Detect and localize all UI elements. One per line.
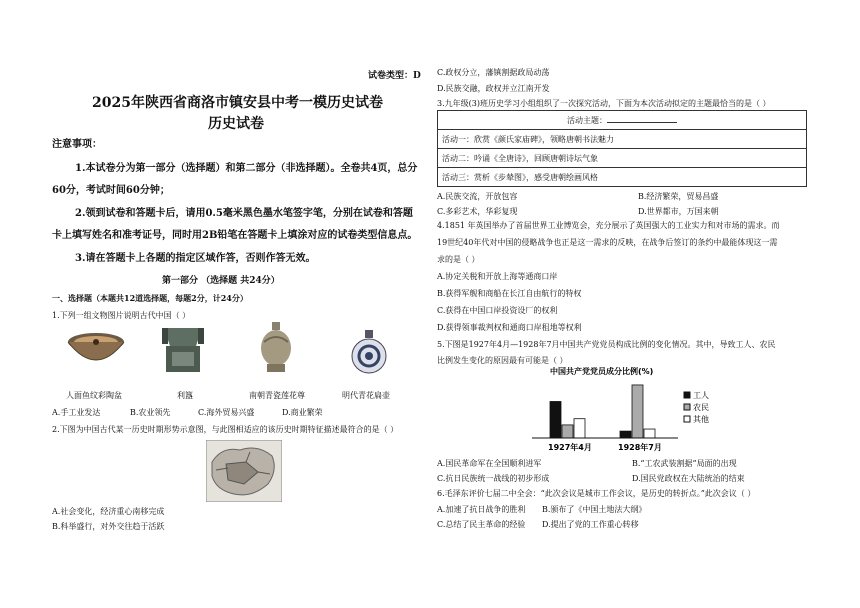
q1-caption-2: 利簋 <box>177 391 193 400</box>
pottery-basin-image <box>66 328 126 370</box>
x-tick-label: 1928年7月 <box>618 443 662 452</box>
q1-caption-1: 人面鱼纹彩陶盆 <box>66 391 122 400</box>
q5-line1: 5.下图是1927年4月—1928年7月中国共产党党员构成比例的变化情况。其中，导致工人、农民 <box>437 340 776 349</box>
q4-line1: 4.1851 年英国举办了首届世界工业博览会，充分展示了英国强大的工业实力和对市场的需求。而 <box>437 221 780 230</box>
q2-option-a: A.社会变化，经济重心南移完成 <box>52 507 165 516</box>
bar-2-1 <box>620 431 631 438</box>
party-composition-chart <box>520 364 720 456</box>
q3-stem: 3.九年级(3)班历史学习小组组织了一次探究活动，下面为本次活动拟定的主题最恰当的是（ ） <box>437 99 771 108</box>
bar-1-3 <box>574 419 585 438</box>
bar-2-3 <box>644 429 655 438</box>
q6-option-c: C.总结了民主革命的经验 <box>437 520 526 529</box>
q1-option-d: D.商业繁荣 <box>282 408 323 417</box>
q1-option-c: C.海外贸易兴盛 <box>198 408 255 417</box>
legend-label: 工人 <box>693 391 709 400</box>
q3-option-d: D.世界都市，万国来朝 <box>638 207 719 216</box>
activity-3-cell: 活动三：赏析《步辇图》，感受唐朝绘画风格 <box>438 168 807 187</box>
legend-swatch <box>684 416 690 422</box>
activity-table <box>437 110 807 187</box>
q4-option-a: A.协定关税和开放上海等通商口岸 <box>437 272 558 281</box>
note-2-line1: 2.领到试卷和答题卡后，请用0.5毫米黑色墨水笔签字笔，分别在试卷和答题 <box>75 208 413 219</box>
q6-stem: 6.毛泽东评价七届二中全会：“此次会议是城市工作会议，是历史的转折点。”此次会议（ ） <box>437 489 756 498</box>
x-tick-label: 1927年4月 <box>548 443 592 452</box>
paper-type: 试卷类型：D <box>368 71 421 81</box>
q2-stem: 2.下图为中国古代某一历史时期形势示意图，与此图相适应的该历史时期特征描述最符合的是（ ） <box>52 425 399 434</box>
activity-2-cell: 活动二：吟诵《全唐诗》，回顾唐朝诗坛气象 <box>438 149 807 168</box>
legend-label: 农民 <box>693 403 709 412</box>
q2-option-c: C.政权分立，藩镇割据政局动荡 <box>437 68 550 77</box>
q6-option-b: B.颁布了《中国土地法大纲》 <box>542 505 647 514</box>
note-2-line2: 卡上填写姓名和准考证号，同时用2B铅笔在答题卡上填涂对应的试卷类型信息点。 <box>52 230 418 241</box>
legend-swatch <box>684 404 690 410</box>
q5-option-d: D.国民党政权在大陆统治的结束 <box>632 474 745 483</box>
exam-subtitle: 历史试卷 <box>208 116 264 132</box>
q1-option-a: A.手工业发达 <box>52 408 101 417</box>
legend-swatch <box>684 392 690 398</box>
q1-caption-4: 明代青花扁壶 <box>342 391 390 400</box>
bar-1-2 <box>562 425 573 438</box>
q3-option-a: A.民族交流，开放包容 <box>437 192 518 201</box>
q5-option-b: B.“工农武装割据”局面的出现 <box>632 459 737 468</box>
q6-option-a: A.加速了抗日战争的胜利 <box>437 505 526 514</box>
q1-caption-3: 南朝青瓷莲花尊 <box>249 391 305 400</box>
q5-option-c: C.抗日民族统一战线的初步形成 <box>437 474 550 483</box>
chart-title: 中国共产党党员成分比例(%) <box>550 367 654 376</box>
q5-option-a: A.国民革命军在全国顺利进军 <box>437 459 542 468</box>
notes-heading: 注意事项： <box>52 139 102 150</box>
q2-option-d: D.民族交融，政权并立江南开发 <box>437 84 550 93</box>
activity-topic-cell: 活动主题： <box>438 111 807 130</box>
q4-option-c: C.获得在中国口岸投资设厂的权利 <box>437 306 558 315</box>
q1-stem: 1.下列一组文物图片说明古代中国（ ） <box>52 311 191 320</box>
q4-line3: 求的是（ ） <box>437 255 480 264</box>
q3-option-b: B.经济繁荣，贸易昌盛 <box>638 192 719 201</box>
q4-option-d: D.获得领事裁判权和通商口岸租地等权利 <box>437 323 582 332</box>
activity-1-cell: 活动一：欣赏《颜氏家庙碑》，领略唐朝书法魅力 <box>438 130 807 149</box>
q1-option-b: B.农业领先 <box>130 408 171 417</box>
q6-option-d: D.提出了党的工作重心转移 <box>542 520 639 529</box>
note-1-line1: 1.本试卷分为第一部分（选择题）和第二部分（非选择题）。全卷共4页，总分 <box>75 163 418 174</box>
exam-title: 2025年陕西省商洛市镇安县中考一模历史试卷 <box>92 95 383 111</box>
note-3: 3.请在答题卡上各题的指定区域作答，否则作答无效。 <box>75 253 316 264</box>
section-heading: 一、选择题（本题共12道选择题，每题2分，计24分） <box>52 293 248 303</box>
legend-label: 其他 <box>693 415 709 424</box>
note-1-line2: 60分，考试时间60分钟； <box>52 185 170 196</box>
bar-1-1 <box>550 401 561 438</box>
q4-line2: 19世纪40年代对中国的侵略战争也正是这一需求的反映，在战争后签订的条约中最能体现这一需 <box>437 238 778 247</box>
blue-white-flask-image <box>347 330 391 374</box>
q2-option-b: B.科举盛行，对外交往趋于活跃 <box>52 522 165 531</box>
celadon-vessel-image <box>258 322 294 374</box>
historical-map-image <box>206 440 282 502</box>
q5-line2: 比例发生变化的原因最有可能是（ ） <box>437 356 568 365</box>
bar-2-2 <box>632 385 643 438</box>
q3-option-c: C.多彩艺术，华彩复现 <box>437 207 518 216</box>
q4-option-b: B.获得军舰和商船在长江自由航行的特权 <box>437 289 582 298</box>
part1-heading: 第一部分 （选择题 共24分） <box>162 276 280 286</box>
li-gui-image <box>162 322 204 374</box>
